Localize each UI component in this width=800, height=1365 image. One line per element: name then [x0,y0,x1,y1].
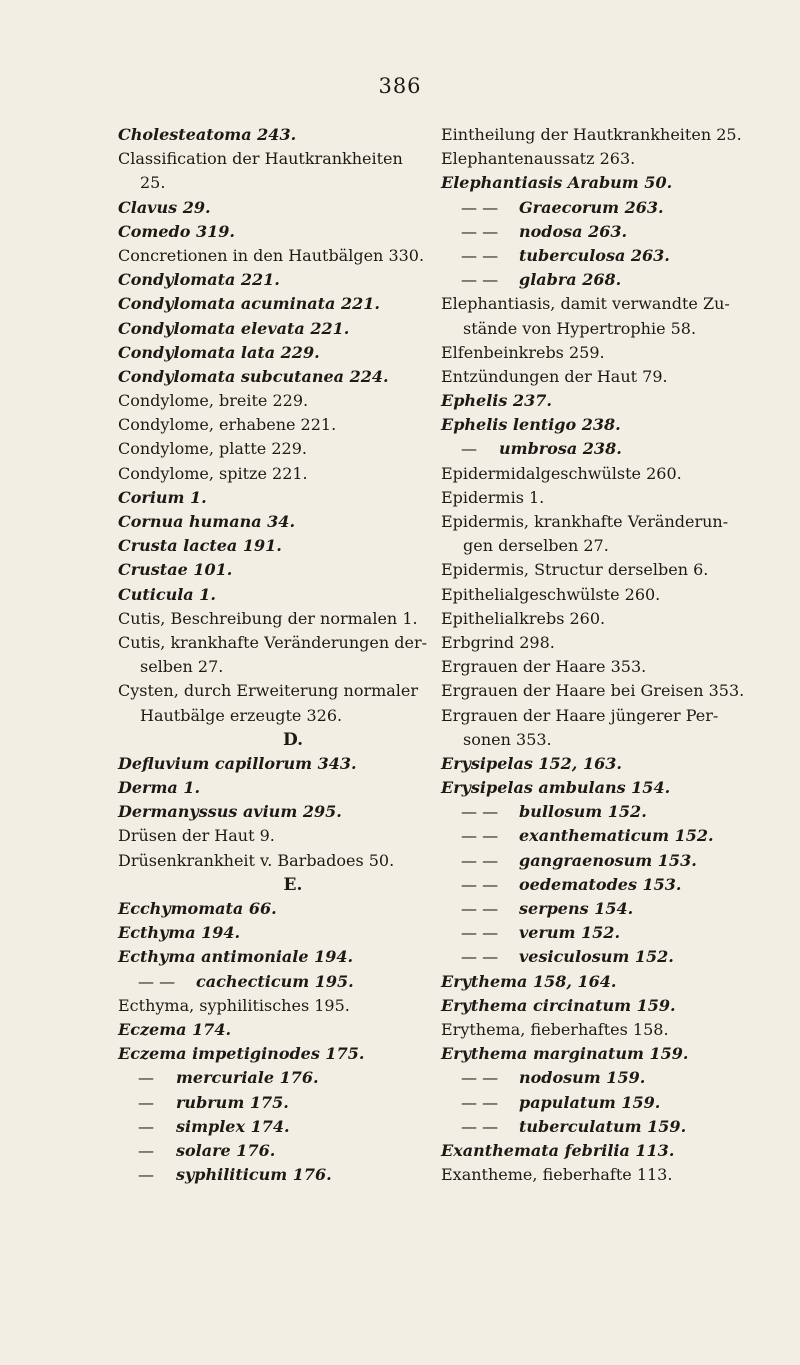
index-entry-continuation: gen derselben 27. [463,536,609,556]
index-entry: Cuticula 1. [118,584,216,604]
section-letter-heading: E. [283,874,303,895]
ditto-dash: — — [461,850,499,870]
index-entry: Ergrauen der Haare 353. [441,657,647,677]
index-subentry-text: nodosa 263. [519,221,628,241]
index-entry: Epidermidalgeschwülste 260. [441,463,682,483]
index-entry-continuation: sonen 353. [463,729,552,749]
index-subentry [118,1115,468,1139]
index-entry: Ecchymomata 66. [118,899,277,918]
index-subentry-text: papulatum 159. [519,1092,661,1112]
ditto-dash: — — [461,1092,499,1112]
index-entry: Condylome, breite 229. [118,391,309,411]
index-entry: Ephelis lentigo 238. [441,415,621,435]
ditto-dash: — — [138,971,176,991]
index-subentry-text: exanthematicum 152. [519,826,714,846]
index-subentry-text: tuberculosa 263. [519,245,670,265]
index-subentry [441,824,791,848]
index-subentry-text: umbrosa 238. [499,439,622,459]
ditto-dash: — — [461,270,499,290]
index-entry: Ergrauen der Haare jüngerer Per- [441,705,719,725]
index-subentry [441,1066,791,1090]
ditto-dash: — — [461,802,499,822]
index-entry-continuation: selben 27. [140,657,224,677]
index-entry: Cholesteatoma 243. [118,125,297,144]
index-column-left [118,123,468,1187]
index-subentry [441,1115,791,1139]
index-subentry-text: vesiculosum 152. [519,947,674,967]
index-entry: Cysten, durch Erweiterung normaler [118,681,419,701]
index-subentry [118,1066,468,1090]
index-entry-continuation: 25. [140,173,166,193]
index-subentry [118,1139,468,1163]
ditto-dash: — — [461,221,499,241]
index-entry: Derma 1. [118,778,201,798]
index-entry: Elephantiasis, damit verwandte Zu- [441,294,730,314]
index-subentry [118,1163,468,1187]
index-subentry [441,800,791,824]
index-subentry-text: solare 176. [176,1140,276,1160]
index-subentry [441,945,791,969]
index-entry: Elephantenaussatz 263. [441,149,636,169]
index-subentry-text: rubrum 175. [176,1092,289,1112]
index-entry: Erbgrind 298. [441,632,555,652]
index-entry: Ecthyma 194. [118,923,241,943]
index-entry: Erythema circinatum 159. [441,995,676,1015]
index-subentry [118,1091,468,1115]
index-entry: Eczema 174. [118,1019,232,1039]
index-entry: Erythema, fieberhaftes 158. [441,1019,669,1039]
index-entry: Condylome, erhabene 221. [118,415,337,435]
index-entry: Condylomata lata 229. [118,342,320,362]
index-entry: Erysipelas 152, 163. [441,753,622,773]
ditto-dash: — [138,1140,154,1160]
index-subentry-text: oedematodes 153. [519,874,682,894]
index-entry: Eczema impetiginodes 175. [118,1044,365,1064]
index-entry: Comedo 319. [118,221,235,241]
index-entry: Condylomata 221. [118,270,280,290]
index-entry: Cornua humana 34. [118,512,296,531]
index-subentry-text: tuberculatum 159. [519,1116,687,1136]
index-entry: Elfenbeinkrebs 259. [441,342,605,362]
index-subentry [118,970,468,994]
index-entry: Condylomata acuminata 221. [118,294,380,314]
index-entry: Defluvium capillorum 343. [118,753,357,773]
index-entry: Epidermis, krankhafte Veränderun- [441,512,729,531]
ditto-dash: — — [461,899,499,918]
index-entry: Cutis, Beschreibung der normalen 1. [118,608,418,628]
index-subentry-text: verum 152. [519,923,621,943]
index-entry: Ecthyma antimoniale 194. [118,947,354,967]
index-entry-continuation: stände von Hypertrophie 58. [463,318,697,338]
index-entry: Epidermis 1. [441,487,545,507]
index-subentry [441,873,791,897]
index-entry: Condylomata elevata 221. [118,318,350,338]
index-entry: Condylome, spitze 221. [118,463,308,483]
ditto-dash: — [138,1165,154,1185]
index-entry: Epidermis, Structur derselben 6. [441,560,709,580]
index-entry: Dermanyssus avium 295. [118,802,342,822]
ditto-dash: — [138,1068,154,1088]
ditto-dash: — [461,439,477,459]
index-entry: Condylomata subcutanea 224. [118,366,389,386]
index-subentry [441,921,791,945]
index-subentry-text: gangraenosum 153. [519,850,697,870]
index-subentry [441,244,791,268]
ditto-dash: — [138,1116,154,1136]
ditto-dash: — — [461,874,499,894]
index-subentry-text: mercuriale 176. [176,1068,319,1088]
index-entry: Clavus 29. [118,197,211,217]
ditto-dash: — — [461,826,499,846]
index-entry: Crustae 101. [118,560,233,580]
ditto-dash: — — [461,923,499,943]
index-entry-continuation: Hautbälge erzeugte 326. [140,705,343,725]
index-entry: Drüsenkrankheit v. Barbadoes 50. [118,850,395,870]
index-entry: Cutis, krankhafte Veränderungen der- [118,632,427,652]
index-entry: Condylome, platte 229. [118,439,307,459]
index-entry: Ecthyma, syphilitisches 195. [118,995,350,1015]
index-entry: Erysipelas ambulans 154. [441,778,671,798]
index-entry: Crusta lactea 191. [118,536,282,556]
index-entry: Erythema 158, 164. [441,971,617,991]
ditto-dash: — — [461,197,499,217]
index-entry: Ephelis 237. [441,391,552,411]
index-entry: Exanthemata febrilia 113. [441,1140,675,1160]
index-entry: Epithelialgeschwülste 260. [441,584,661,604]
index-subentry-text: simplex 174. [176,1116,290,1136]
page-number: 386 [378,74,422,98]
ditto-dash: — — [461,1116,499,1136]
index-entry: Corium 1. [118,487,207,507]
index-entry: Erythema marginatum 159. [441,1044,689,1064]
section-letter-heading: D. [282,729,304,750]
ditto-dash: — — [461,245,499,265]
ditto-dash: — [138,1092,154,1112]
index-subentry-text: syphiliticum 176. [176,1165,332,1185]
index-entry: Eintheilung der Hautkrankheiten 25. [441,125,742,144]
index-subentry [441,897,791,921]
index-subentry [441,268,791,292]
index-subentry-text: cachecticum 195. [196,971,354,991]
index-entry: Drüsen der Haut 9. [118,826,275,846]
index-subentry-text: nodosum 159. [519,1068,646,1088]
index-entry: Epithelialkrebs 260. [441,608,606,628]
ditto-dash: — — [461,947,499,967]
index-entry: Concretionen in den Hautbälgen 330. [118,245,425,265]
index-subentry-text: glabra 268. [519,270,622,290]
ditto-dash: — — [461,1068,499,1088]
index-subentry-text: serpens 154. [519,899,634,918]
index-subentry-text: bullosum 152. [519,802,647,822]
index-entry: Exantheme, fieberhafte 113. [441,1165,673,1185]
index-subentry [441,1091,791,1115]
index-entry: Ergrauen der Haare bei Greisen 353. [441,681,745,701]
index-subentry [441,849,791,873]
index-subentry [441,196,791,220]
index-entry: Classification der Hautkrankheiten [118,149,403,169]
index-entry: Entzündungen der Haut 79. [441,366,668,386]
index-column-right [441,123,791,1187]
index-subentry [441,437,791,461]
index-subentry [441,220,791,244]
index-entry: Elephantiasis Arabum 50. [441,173,673,193]
index-subentry-text: Graecorum 263. [519,197,664,217]
